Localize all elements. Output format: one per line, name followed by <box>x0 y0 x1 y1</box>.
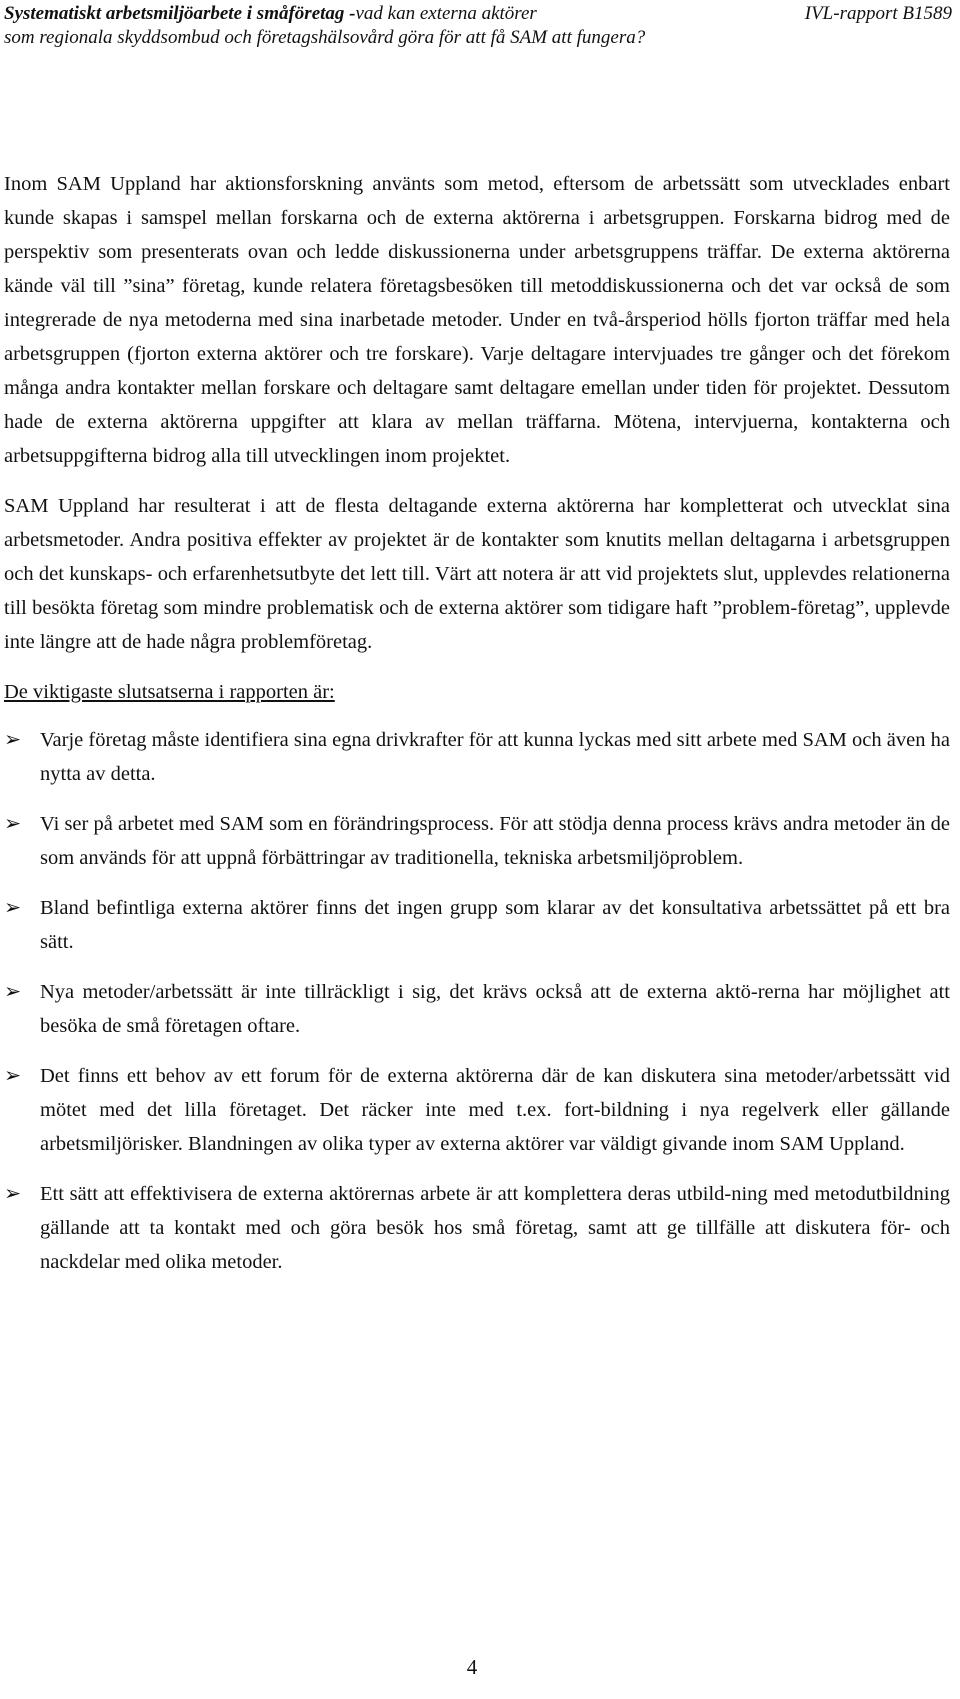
header-subtitle: som regionala skyddsombud och företagshälsovård göra för att få SAM att fungera? <box>4 27 646 48</box>
list-item <box>4 1059 950 1161</box>
list-item <box>4 891 950 959</box>
list-item-text: Varje företag måste identifiera sina egna drivkrafter för att kunna lyckas med sitt arbete med SAM och även ha nytta av detta. <box>40 729 950 785</box>
header-line <box>4 2 952 26</box>
list-item-text: Nya metoder/arbetssätt är inte tillräckligt i sig, det krävs också att de externa aktö-rerna har möjlighet att besöka de små företagen oftare. <box>40 981 950 1037</box>
list-item <box>4 975 950 1043</box>
list-item <box>4 807 950 875</box>
arrow-bullet-icon: ➢ <box>4 897 22 919</box>
arrow-bullet-icon: ➢ <box>4 729 22 751</box>
report-id: IVL-rapport B1589 <box>804 3 952 24</box>
list-item-text: Vi ser på arbetet med SAM som en förändringsprocess. För att stödja denna process krävs andra metoder än de som används för att uppnå förbättringar av traditionella, tekniska arbetsmiljöproblem. <box>40 813 950 869</box>
list-item-text: Ett sätt att effektivisera de externa aktörernas arbete är att komplettera deras utbild-ning med metodutbildning gällande att ta kontakt med och göra besök hos små företag, samt att ge tillfälle att diskutera för- och nackdelar med olika metoder. <box>40 1183 950 1273</box>
list-item-text: Det finns ett behov av ett forum för de externa aktörerna där de kan diskutera sina metoder/arbetssätt vid mötet med det lilla företaget. Det räcker inte med t.ex. fort-bildning i nya regelverk eller gällande arbetsmiljörisker. Blandningen av olika typer av externa aktörer var väldigt givande inom SAM Uppland. <box>40 1065 950 1155</box>
arrow-bullet-icon: ➢ <box>4 1183 22 1205</box>
paragraph-method: Inom SAM Uppland har aktionsforskning använts som metod, eftersom de arbetssätt som utvecklades enbart kunde skapas i samspel mellan forskarna och de externa aktörerna i arbetsgruppen. Forskarna bidrog med de perspektiv som presenterats ovan och ledde diskussionerna under arbetsgruppens träffar. De externa aktörerna kände väl till ”sina” företag, kunde relatera företagsbesöken till metoddiskussionerna och det var också de som integrerade de nya metoderna med sina inarbetade metoder. Under en två-årsperiod hölls fjorton träffar med hela arbetsgruppen (fjorton externa aktörer och tre forskare). Varje deltagare intervjuades tre gånger och det förekom många andra kontakter mellan forskare och deltagare samt deltagare emellan under tiden för projektet. Dessutom hade de externa aktörerna uppgifter att klara av mellan träffarna. Mötena, intervjuerna, kontakterna och arbetsuppgifterna bidrog alla till utvecklingen inom projektet. <box>4 173 950 467</box>
arrow-bullet-icon: ➢ <box>4 813 22 835</box>
paragraph-results: SAM Uppland har resulterat i att de flesta deltagande externa aktörerna har kompletterat och utvecklat sina arbetsmetoder. Andra positiva effekter av projektet är de kontakter som knutits mellan deltagarna i arbetsgruppen och det kunskaps- och erfarenhetsutbyte det lett till. Värt att notera är att vid projektets slut, upplevdes relationerna till besökta företag som mindre problematisk och de externa aktörer som tidigare haft ”problem-företag”, upplevde inte längre att de hade några problemföretag. <box>4 495 950 653</box>
arrow-bullet-icon: ➢ <box>4 981 22 1003</box>
list-item <box>4 723 950 791</box>
list-item <box>4 1177 950 1279</box>
running-header <box>4 2 952 50</box>
page-number: 4 <box>466 1655 478 1679</box>
conclusions-list <box>4 723 950 1279</box>
body-content <box>4 167 950 1295</box>
list-item-text: Bland befintliga externa aktörer finns det ingen grupp som klarar av det konsultativa arbetssättet på ett bra sätt. <box>40 897 950 953</box>
header-title-bold: Systematiskt arbetsmiljöarbete i småföretag - <box>4 3 356 24</box>
conclusions-intro <box>4 675 950 709</box>
header-title <box>4 2 537 26</box>
arrow-bullet-icon: ➢ <box>4 1065 22 1087</box>
header-title-normal: vad kan externa aktörer <box>355 3 537 24</box>
conclusions-intro-text: De viktigaste slutsatserna i rapporten är: <box>4 681 335 703</box>
